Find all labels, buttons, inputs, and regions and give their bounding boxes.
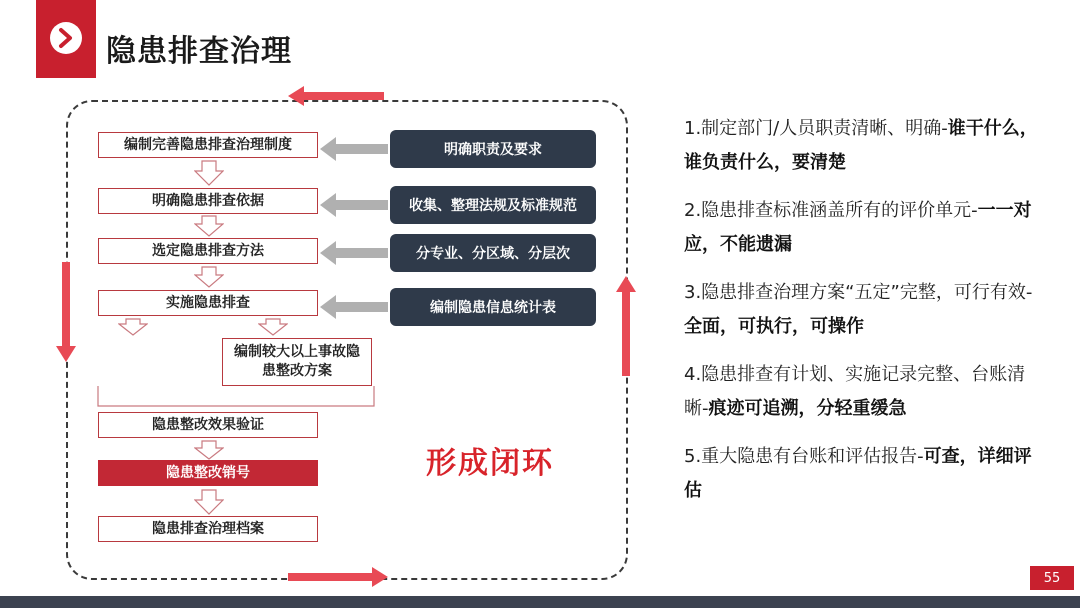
key-points	[684, 112, 1040, 522]
page-number: 55	[1030, 566, 1074, 590]
key-point: 5.重大隐患有台账和评估报告-可查，详细评估	[684, 446, 1032, 501]
footer-bar	[0, 596, 1080, 608]
key-point: 3.隐患排查治理方案“五定”完整，可行有效-全面，可执行，可操作	[684, 282, 1033, 337]
flow-step: 隐患排查治理档案	[98, 516, 318, 542]
flow-step: 选定隐患排查方法	[98, 238, 318, 264]
flow-down-arrow	[194, 440, 224, 460]
key-point: 1.制定部门/人员职责清晰、明确-谁干什么，谁负责什么，要清楚	[684, 118, 1038, 173]
loop-arrow-right	[288, 567, 388, 587]
flow-step: 隐患整改效果验证	[98, 412, 318, 438]
closed-loop-label: 形成闭环	[426, 446, 554, 481]
flow-down-arrow	[194, 266, 224, 288]
requirement-box: 编制隐患信息统计表	[390, 288, 596, 326]
chevron-right-icon	[36, 0, 96, 78]
title-badge	[36, 0, 96, 78]
flow-step: 编制较大以上事故隐患整改方案	[222, 338, 372, 386]
gray-left-arrow	[320, 241, 388, 265]
flow-down-arrow	[118, 318, 148, 336]
flow-step: 明确隐患排查依据	[98, 188, 318, 214]
loop-arrow-left	[288, 86, 384, 106]
flow-down-arrow	[194, 215, 224, 237]
flow-step-highlighted: 隐患整改销号	[98, 460, 318, 486]
gray-left-arrow	[320, 193, 388, 217]
flow-step: 编制完善隐患排查治理制度	[98, 132, 318, 158]
key-point: 4.隐患排查有计划、实施记录完整、台账清晰-痕迹可追溯，分轻重缓急	[684, 364, 1026, 419]
page-title: 隐患排查治理	[106, 34, 292, 69]
flow-merge-bracket	[96, 386, 376, 412]
flow-down-arrow	[194, 489, 224, 515]
gray-left-arrow	[320, 137, 388, 161]
loop-arrow-down	[56, 262, 76, 362]
flow-step: 实施隐患排查	[98, 290, 318, 316]
gray-left-arrow	[320, 295, 388, 319]
flow-down-arrow	[258, 318, 288, 336]
requirement-box: 分专业、分区域、分层次	[390, 234, 596, 272]
requirement-box: 明确职责及要求	[390, 130, 596, 168]
requirement-box: 收集、整理法规及标准规范	[390, 186, 596, 224]
loop-arrow-up	[616, 276, 636, 376]
key-point: 2.隐患排查标准涵盖所有的评价单元-一一对应，不能遗漏	[684, 200, 1032, 255]
flow-down-arrow	[194, 160, 224, 186]
